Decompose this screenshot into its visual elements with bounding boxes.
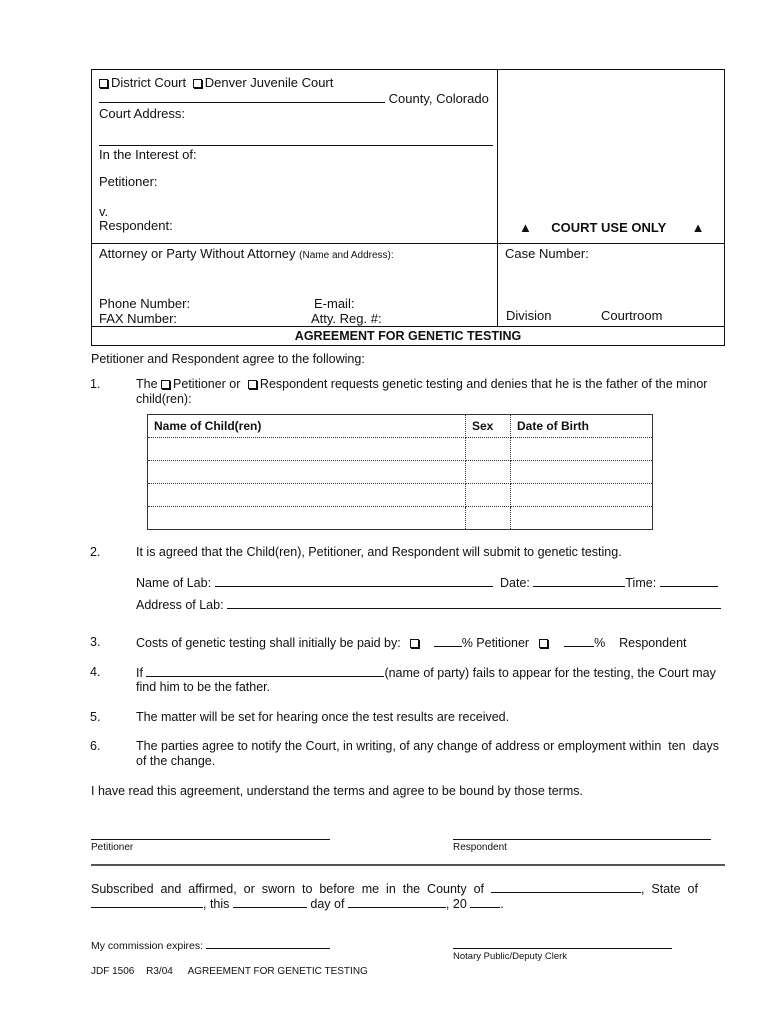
petitioner-request-checkbox[interactable] <box>161 380 170 389</box>
child-sex-cell[interactable] <box>466 461 511 484</box>
court-use-only-label: COURT USE ONLY <box>551 220 667 235</box>
date-label: Date: <box>500 576 530 590</box>
denver-juvenile-label: Denver Juvenile Court <box>204 75 334 90</box>
item-3-text: Costs of genetic testing shall initially be paid by: <box>136 636 401 650</box>
atty-reg-label: Atty. Reg. #: <box>311 311 382 326</box>
respondent-signature-line[interactable] <box>453 839 711 840</box>
child-name-cell[interactable] <box>148 484 466 507</box>
item-1-number: 1. <box>90 377 101 391</box>
address-of-lab-label: Address of Lab: <box>136 598 224 612</box>
time-label: Time: <box>625 576 657 590</box>
item-4-if: If <box>136 666 143 680</box>
triangle-up-icon: ▲ <box>519 220 532 235</box>
footer-title: AGREEMENT FOR GENETIC TESTING <box>187 966 368 977</box>
form-revision: R3/04 <box>146 966 173 977</box>
phone-label: Phone Number: <box>99 296 191 311</box>
this-label: , this <box>203 897 230 911</box>
county-of-field[interactable] <box>491 881 641 893</box>
item-2-text: It is agreed that the Child(ren), Petitioner, and Respondent will submit to genetic testing. <box>136 545 622 559</box>
attorney-row <box>99 246 394 261</box>
commission-row <box>91 937 330 952</box>
child-dob-cell[interactable] <box>511 507 653 530</box>
court-type-row <box>99 75 333 90</box>
court-address-label: Court Address: <box>99 106 185 121</box>
email-label: E-mail: <box>314 296 355 311</box>
table-row <box>148 461 653 484</box>
name-of-lab-label: Name of Lab: <box>136 576 212 590</box>
item-1-the: The <box>136 377 158 391</box>
state-of-label: , State of <box>640 882 698 896</box>
child-name-cell[interactable] <box>148 507 466 530</box>
day-of-label: day of <box>310 897 345 911</box>
petitioner-pay-checkbox[interactable] <box>410 639 419 648</box>
form-title: AGREEMENT FOR GENETIC TESTING <box>294 329 522 343</box>
respondent-caption-label: Respondent: <box>99 218 173 233</box>
child-dob-cell[interactable] <box>511 461 653 484</box>
column-header-name: Name of Child(ren) <box>148 415 466 438</box>
district-court-label: District Court <box>111 75 187 90</box>
item-3-number: 3. <box>90 635 101 649</box>
petitioner-signature-label: Petitioner <box>91 842 134 853</box>
division-label: Division <box>506 308 552 323</box>
respondent-request-checkbox[interactable] <box>248 380 257 389</box>
petitioner-caption-label: Petitioner: <box>99 174 158 189</box>
triangle-up-icon: ▲ <box>691 220 705 235</box>
table-row <box>148 507 653 530</box>
percent-petitioner-label: % Petitioner <box>461 636 530 650</box>
item-6-line-2: of the change. <box>136 754 216 768</box>
child-sex-cell[interactable] <box>466 507 511 530</box>
court-use-only-row <box>519 220 705 235</box>
commission-field[interactable] <box>206 937 330 949</box>
attorney-sub-label: (Name and Address): <box>299 250 394 261</box>
courtroom-label: Courtroom <box>601 308 663 323</box>
denver-juvenile-checkbox[interactable] <box>193 79 202 88</box>
period: . <box>500 897 504 911</box>
child-dob-cell[interactable] <box>511 484 653 507</box>
court-address-divider <box>99 145 493 146</box>
date-field[interactable] <box>533 575 625 587</box>
table-row <box>148 484 653 507</box>
child-sex-cell[interactable] <box>466 484 511 507</box>
child-sex-cell[interactable] <box>466 438 511 461</box>
county-colorado-label: County, Colorado <box>388 91 489 106</box>
lab-address-row <box>136 597 721 612</box>
child-name-cell[interactable] <box>148 461 466 484</box>
item-4-line-1 <box>136 665 716 680</box>
address-of-lab-field[interactable] <box>227 597 721 609</box>
item-2-number: 2. <box>90 545 101 559</box>
year-field[interactable] <box>470 896 500 908</box>
item-6-line-1: The parties agree to notify the Court, in writing, of any change of address or employment within ten days <box>136 739 719 753</box>
item-4-number: 4. <box>90 665 101 679</box>
v-label: v. <box>99 204 109 219</box>
party-name-field[interactable] <box>146 665 384 677</box>
name-of-lab-field[interactable] <box>215 575 493 587</box>
child-dob-cell[interactable] <box>511 438 653 461</box>
item-5-text: The matter will be set for hearing once the test results are received. <box>136 710 510 724</box>
item-1-request-text: Respondent requests genetic testing and denies that he is the father of the minor <box>259 377 708 391</box>
percent-respondent-label: % Respondent <box>594 636 687 650</box>
respondent-pay-checkbox[interactable] <box>539 639 548 648</box>
table-header-row <box>148 415 653 438</box>
item-1-line-2: child(ren): <box>136 392 192 406</box>
item-1-petitioner-or: Petitioner or <box>173 377 241 391</box>
county-field[interactable] <box>99 91 385 103</box>
child-name-cell[interactable] <box>148 438 466 461</box>
item-5-number: 5. <box>90 710 101 724</box>
respondent-signature-label: Respondent <box>453 842 507 853</box>
notary-line-1 <box>91 881 698 896</box>
item-3-row <box>136 635 687 650</box>
petitioner-signature-line[interactable] <box>91 839 330 840</box>
item-4-text: (name of party) fails to appear for the testing, the Court may <box>384 666 716 680</box>
children-table <box>147 414 653 530</box>
county-row <box>99 91 489 106</box>
form-id: JDF 1506 <box>91 966 135 977</box>
column-header-dob: Date of Birth <box>511 415 653 438</box>
item-1-line-1 <box>136 377 707 391</box>
footer <box>91 966 368 977</box>
item-4-line-2: find him to be the father. <box>136 680 271 694</box>
commission-label: My commission expires: <box>91 940 204 952</box>
year-label: , 20 <box>445 897 467 911</box>
month-field[interactable] <box>348 896 446 908</box>
interest-of-label: In the Interest of: <box>99 147 197 162</box>
section-divider <box>91 864 725 866</box>
intro-text: Petitioner and Respondent agree to the following: <box>91 352 365 366</box>
respondent-percent-field[interactable] <box>564 635 594 647</box>
item-6-number: 6. <box>90 739 101 753</box>
table-row <box>148 438 653 461</box>
attorney-label: Attorney or Party Without Attorney <box>99 246 296 261</box>
notary-signature-line[interactable] <box>453 948 672 949</box>
day-field[interactable] <box>233 896 307 908</box>
lab-row <box>136 575 718 590</box>
acknowledgement-text: I have read this agreement, understand the terms and agree to be bound by those terms. <box>91 784 583 798</box>
column-header-sex: Sex <box>466 415 511 438</box>
district-court-checkbox[interactable] <box>99 79 108 88</box>
notary-clerk-label: Notary Public/Deputy Clerk <box>453 951 568 962</box>
case-number-label: Case Number: <box>505 246 589 261</box>
time-field[interactable] <box>660 575 718 587</box>
fax-label: FAX Number: <box>99 311 178 326</box>
subscribed-text: Subscribed and affirmed, or sworn to before me in the County of <box>91 882 485 896</box>
notary-line-2 <box>91 896 504 911</box>
state-field[interactable] <box>91 896 203 908</box>
petitioner-percent-field[interactable] <box>434 635 462 647</box>
